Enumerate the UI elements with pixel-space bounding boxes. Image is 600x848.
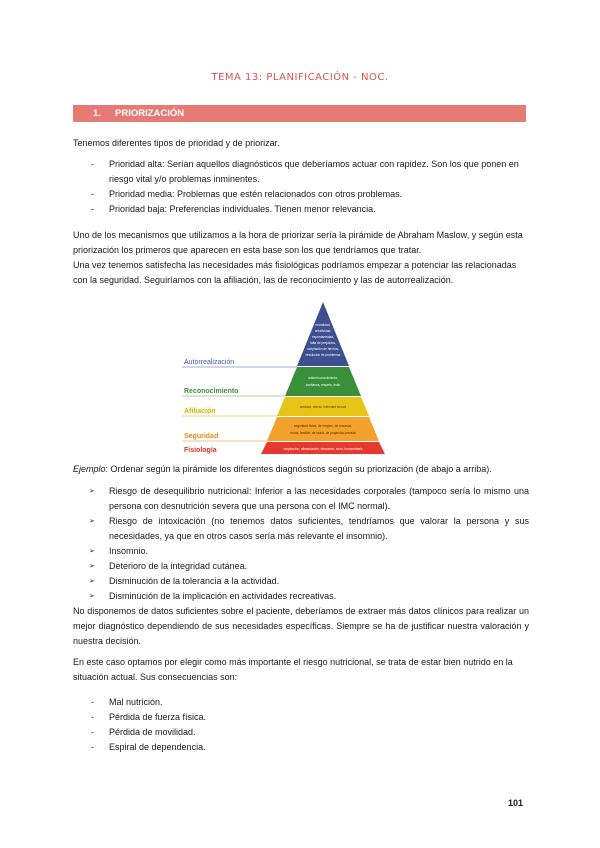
pyramid-text: falta de prejuicios, (310, 341, 336, 345)
pyramid-text: moralidad, (315, 323, 331, 327)
case-paragraph: En este caso optamos por elegir como más importante el riesgo nutricional, se trata de estar bien nutrido en la situación actual. Sus consecuencias son: (73, 657, 513, 682)
pyramid-text: creatividad, (314, 329, 332, 333)
pyramid-text: resolución de problemas (305, 353, 341, 357)
pyramid-text: amistad, afecto, intimidad sexual (299, 405, 347, 409)
pyramid-text: moral, familiar, de salud, de propiedad privada (290, 431, 356, 435)
example-list (73, 484, 529, 604)
list-item: ➢ Insomnio. (73, 544, 529, 559)
section-heading (73, 105, 526, 122)
pyramid-label: Autorrealización (184, 359, 235, 366)
example-text: : Ordenar según la pirámide los diferentes diagnósticos según su priorización (de abajo a arriba). (105, 464, 492, 474)
pyramid-level-seguridad (267, 417, 379, 441)
section-title: PRIORIZACIÓN (115, 108, 185, 119)
page-title: TEMA 13: PLANIFICACIÓN - NOC. (211, 72, 389, 83)
pyramid-label: Seguridad (184, 433, 219, 440)
pyramid-text: autorreconocimiento, (308, 376, 338, 380)
paragraph: Una vez tenemos satisfecha las necesidades más fisiológicas podríamos empezar a potenciar las relacionadas con la seguridad. Seguiríamos con la afiliación, las de reconocimiento y las de autorrealización. (73, 260, 517, 285)
paragraph: Uno de los mecanismos que utilizamos a la hora de priorizar sería la pirámide de Abraham Maslow, y según esta priorización los primeros que aparecen en esta base son los que tendríamos que tratar. (73, 230, 523, 255)
list-item: ➢ Disminución de la implicación en actividades recreativas. (73, 589, 529, 604)
maslow-pyramid (180, 296, 420, 456)
consequences-list (73, 695, 529, 755)
list-item: ➢ Disminución de la tolerancia a la actividad. (73, 574, 529, 589)
list-item: - Pérdida de movilidad. (73, 725, 529, 740)
pyramid-level-reconocimiento (285, 367, 361, 396)
pyramid-label: Reconocimiento (184, 388, 239, 395)
list-item: - Espiral de dependencia. (73, 740, 529, 755)
list-item: ➢ Riesgo de desequilibrio nutricional: Inferior a las necesidades corporales (tampoco sería lo mismo una persona con desnutrición severa que una persona con el IMC normal). (73, 484, 529, 514)
pyramid-text: respiración, alimentación, descanso, sexo, homeostasis (283, 447, 363, 451)
list-item: - Prioridad baja: Preferencias individuales. Tienen menor relevancia. (73, 202, 529, 217)
list-item: - Pérdida de fuerza física. (73, 710, 529, 725)
list-item: ➢ Deterioro de la integridad cutánea. (73, 559, 529, 574)
list-item: - Prioridad media: Problemas que estén relacionados con otros problemas. (73, 187, 529, 202)
pyramid-label: Afiliación (184, 408, 216, 415)
example-intro (73, 462, 529, 477)
pyramid-text: espontaneidad, (312, 335, 334, 339)
pyramid-text: seguridad física, de empleo, de recursos, (293, 424, 353, 428)
maslow-paragraphs (73, 228, 529, 288)
list-item: - Mal nutrición. (73, 695, 529, 710)
example-label: Ejemplo (73, 464, 106, 474)
intro-text: Tenemos diferentes tipos de prioridad y de priorizar. (73, 138, 280, 148)
list-item: ➢ Riesgo de intoxicación (no tenemos datos suficientes, tendríamos que valorar la persona y sus necesidades, ya que en otros casos sería más relevante el insomnio). (73, 514, 529, 544)
section-number: 1. (93, 108, 101, 119)
list-item: - Prioridad alta: Serían aquellos diagnósticos que deberíamos actuar con rapidez. Son los que ponen en riesgo vital y/o problemas inminentes. (73, 157, 529, 187)
priority-list (73, 157, 529, 217)
data-paragraph: No disponemos de datos suficientes sobre el paciente, deberíamos de extraer más datos clínicos para realizar un mejor diagnóstico dependiendo de sus necesidades específicas. Siempre se ha de justificar nuestra valoración y nuestra decisión. (73, 606, 529, 646)
pyramid-text: aceptación de hechos, (307, 347, 339, 351)
page-number: 101 (508, 798, 524, 808)
pyramid-label: Fisiología (184, 447, 217, 454)
pyramid-text: confianza, respeto, éxito (305, 383, 341, 387)
